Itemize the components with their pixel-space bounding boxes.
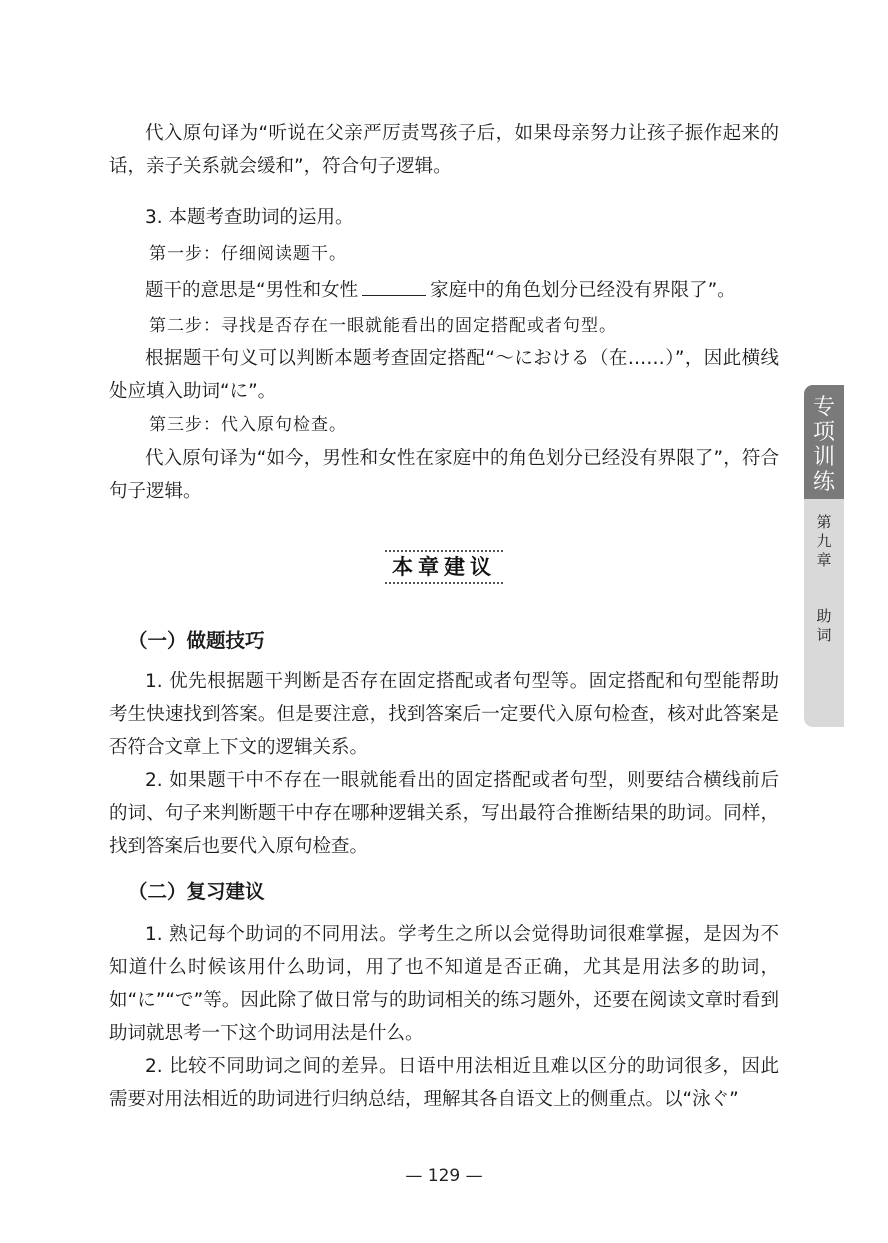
- paragraph-technique-2: 2. 如果题干中不存在一眼就能看出的固定搭配或者句型，则要结合横线前后的词、句子来判断题干中存在哪种逻辑关系，写出最符合推断结果的助词。同样，找到答案后也要代入原句检查。: [109, 770, 779, 857]
- page-number: — 129 —: [405, 1166, 483, 1186]
- chapter-side-tab: [804, 385, 844, 727]
- chapter-advice-title: [381, 550, 507, 590]
- side-tab-chapter: 第 九 章: [816, 513, 832, 569]
- side-tab-topic: 助 词: [816, 607, 832, 644]
- answer-blank: [362, 277, 426, 296]
- side-tab-section: 专 项 训 练: [804, 385, 844, 499]
- step-1: 第一步：仔细阅读题干。: [149, 244, 347, 264]
- stem-meaning: [145, 276, 736, 306]
- stem-meaning-after: 家庭中的角色划分已经没有界限了”。: [430, 280, 736, 301]
- paragraph-judgement: 根据题干句义可以判断本题考查固定搭配“～における（在……）”，因此横线处应填入助词“に”。: [109, 348, 779, 402]
- paragraph-review-2: 2. 比较不同助词之间的差异。日语中用法相近且难以区分的助词很多，因此需要对用法相近的助词进行归纳总结，理解其各自语文上的侧重点。以“泳ぐ”: [109, 1056, 779, 1110]
- title-dotted-line-bottom: [385, 582, 503, 584]
- chapter-advice-title-text: 本章建议: [392, 555, 496, 579]
- section-heading-review: （二）复习建议: [128, 880, 265, 903]
- paragraph-translation-2: 代入原句译为“如今，男性和女性在家庭中的角色划分已经没有界限了”，符合句子逻辑。: [109, 448, 779, 502]
- stem-meaning-before: 题干的意思是“男性和女性: [145, 280, 359, 301]
- step-3: 第三步：代入原句检查。: [149, 415, 347, 435]
- paragraph-technique-1: 1. 优先根据题干判断是否存在固定搭配或者句型等。固定搭配和句型能帮助考生快速找到答案。但是要注意，找到答案后一定要代入原句检查，核对此答案是否符合文章上下文的逻辑关系。: [109, 671, 779, 758]
- section-heading-techniques: （一）做题技巧: [128, 629, 265, 652]
- paragraph-translation-1: 代入原句译为“听说在父亲严厉责骂孩子后，如果母亲努力让孩子振作起来的话，亲子关系就会缓和”，符合句子逻辑。: [109, 123, 779, 177]
- paragraph-review-1: 1. 熟记每个助词的不同用法。学考生之所以会觉得助词很难掌握，是因为不知道什么时候该用什么助词，用了也不知道是否正确，尤其是用法多的助词，如“に”“で”等。因此除了做日常与的助词相关的练习题外，还要在阅读文章时看到助词就思考一下这个助词用法是什么。: [109, 924, 779, 1044]
- step-2: 第二步：寻找是否存在一眼就能看出的固定搭配或者句型。: [149, 316, 617, 336]
- question-3-title: 3. 本题考查助词的运用。: [145, 207, 354, 228]
